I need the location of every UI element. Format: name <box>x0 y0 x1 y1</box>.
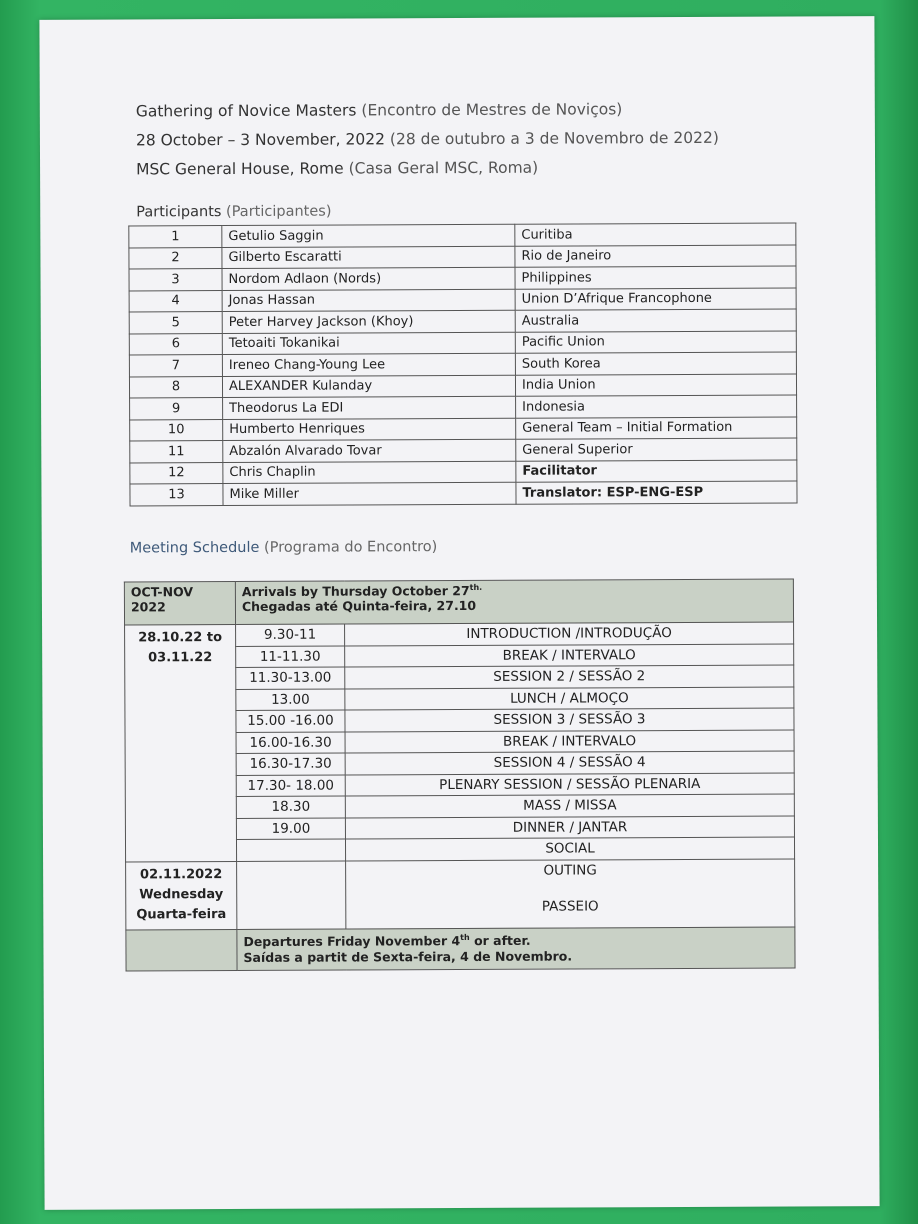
outing-time-cell <box>237 860 346 928</box>
participant-name: Getulio Saggin <box>222 224 515 247</box>
session-activity: BREAK / INTERVALO <box>345 644 794 667</box>
participant-row <box>129 245 796 269</box>
schedule-row <box>125 622 794 646</box>
session-activity: SESSION 4 / SESSÃO 4 <box>345 751 794 774</box>
participant-row <box>129 352 796 376</box>
participant-name: Gilberto Escaratti <box>222 246 515 269</box>
session-activity: BREAK / INTERVALO <box>345 730 794 753</box>
participant-province: Indonesia <box>516 395 797 418</box>
session-time: 16.00-16.30 <box>236 732 345 754</box>
session-activity: LUNCH / ALMOÇO <box>345 687 794 710</box>
participant-name: Jonas Hassan <box>222 289 515 312</box>
document-header <box>136 95 719 185</box>
participant-province: Curitiba <box>515 223 796 246</box>
participant-province: South Korea <box>515 352 796 375</box>
participant-row <box>129 309 796 333</box>
participant-number: 8 <box>129 376 222 398</box>
session-time: 11-11.30 <box>236 646 345 668</box>
session-time: 19.00 <box>236 817 345 839</box>
participant-name: Abzalón Alvarado Tovar <box>223 439 516 462</box>
schedule-table <box>124 579 796 971</box>
session-time: 17.30- 18.00 <box>236 775 345 797</box>
session-activity: PLENARY SESSION / SESSÃO PLENARIA <box>345 773 794 796</box>
participant-province: Facilitator <box>516 460 797 483</box>
participant-name: Mike Miller <box>223 482 516 505</box>
session-time: 15.00 -16.00 <box>236 710 345 732</box>
session-activity: SOCIAL <box>345 837 794 860</box>
outing-activity-cell: OUTING PASSEIO <box>346 859 795 929</box>
participant-name: Ireneo Chang-Young Lee <box>222 353 515 376</box>
participant-row <box>130 481 797 505</box>
schedule-header-row <box>124 579 793 625</box>
participant-name: Peter Harvey Jackson (Khoy) <box>222 310 515 333</box>
participant-number: 9 <box>130 398 223 420</box>
participant-number: 4 <box>129 290 222 312</box>
departures-blank-cell <box>126 929 237 970</box>
session-time: 9.30-11 <box>236 624 345 646</box>
arrivals-cell: Arrivals by Thursday October $27^{th.}$ Chegadas até Quinta-feira, 27.10 <box>235 579 793 624</box>
period-cell: 28.10.22 to 03.11.22 <box>125 624 237 861</box>
participant-number: 11 <box>130 441 223 463</box>
participant-name: Chris Chaplin <box>223 461 516 484</box>
participant-number: 12 <box>130 462 223 484</box>
participants-title: Participants (Participantes) <box>136 203 332 221</box>
participant-row <box>129 266 796 290</box>
session-time: 11.30-13.00 <box>236 667 345 689</box>
session-activity: DINNER / JANTAR <box>345 816 794 839</box>
participant-number: 3 <box>129 269 222 291</box>
participant-number: 6 <box>129 333 222 355</box>
participant-name: ALEXANDER Kulanday <box>222 375 515 398</box>
departures-cell: Departures Friday November 4th or after. Saídas a partit de Sexta-feira, 4 de Novembro. <box>237 927 795 970</box>
header-date-cell: OCT-NOV 2022 <box>124 581 235 624</box>
participant-row <box>129 331 796 355</box>
participant-row <box>130 395 797 419</box>
participant-province: Union D’Afrique Francophone <box>515 288 796 311</box>
participant-row <box>129 374 796 398</box>
outing-date-cell: 02.11.2022 Wednesday Quarta-feira <box>126 861 237 929</box>
participant-province: General Superior <box>516 438 797 461</box>
participant-row <box>129 223 796 247</box>
participant-province: Philippines <box>515 266 796 289</box>
participant-province: Rio de Janeiro <box>515 245 796 268</box>
departures-row <box>126 927 795 971</box>
session-time <box>236 839 345 861</box>
session-activity: MASS / MISSA <box>345 794 794 817</box>
session-activity: SESSION 3 / SESSÃO 3 <box>345 708 794 731</box>
session-time: 16.30-17.30 <box>236 753 345 775</box>
participant-province: Translator: ESP-ENG-ESP <box>516 481 797 504</box>
participant-number: 7 <box>129 355 222 377</box>
participant-number: 10 <box>130 419 223 441</box>
participant-number: 2 <box>129 247 222 269</box>
participant-number: 1 <box>129 226 222 248</box>
outing-row <box>126 859 795 930</box>
session-time: 13.00 <box>236 689 345 711</box>
session-time: 18.30 <box>236 796 345 818</box>
participant-province: Pacific Union <box>515 331 796 354</box>
participant-row <box>130 438 797 462</box>
participant-row <box>129 288 796 312</box>
participant-province: Australia <box>515 309 796 332</box>
participant-name: Theodorus La EDI <box>223 396 516 419</box>
event-title-line: Gathering of Novice Masters (Encontro de Mestres de Noviços) <box>135 100 623 121</box>
participant-name: Nordom Adlaon (Nords) <box>222 267 515 290</box>
schedule-title: Meeting Schedule (Programa do Encontro) <box>129 539 438 557</box>
participant-name: Tetoaiti Tokanikai <box>222 332 515 355</box>
participant-name: Humberto Henriques <box>223 418 516 441</box>
session-activity: SESSION 2 / SESSÃO 2 <box>345 665 794 688</box>
participant-number: 13 <box>130 484 223 506</box>
participant-row <box>130 417 797 441</box>
event-dates-line: 28 October – 3 November, 2022 (28 de outubro a 3 de Novembro de 2022) <box>135 128 719 150</box>
event-location-line: MSC General House, Rome (Casa Geral MSC, Roma) <box>136 158 539 179</box>
participant-row <box>130 460 797 484</box>
participant-province: India Union <box>515 374 796 397</box>
participant-number: 5 <box>129 312 222 334</box>
session-activity: INTRODUCTION /INTRODUÇÃO <box>345 622 794 645</box>
participant-province: General Team – Initial Formation <box>516 417 797 440</box>
document-page <box>39 16 879 1210</box>
participants-table <box>128 223 797 506</box>
